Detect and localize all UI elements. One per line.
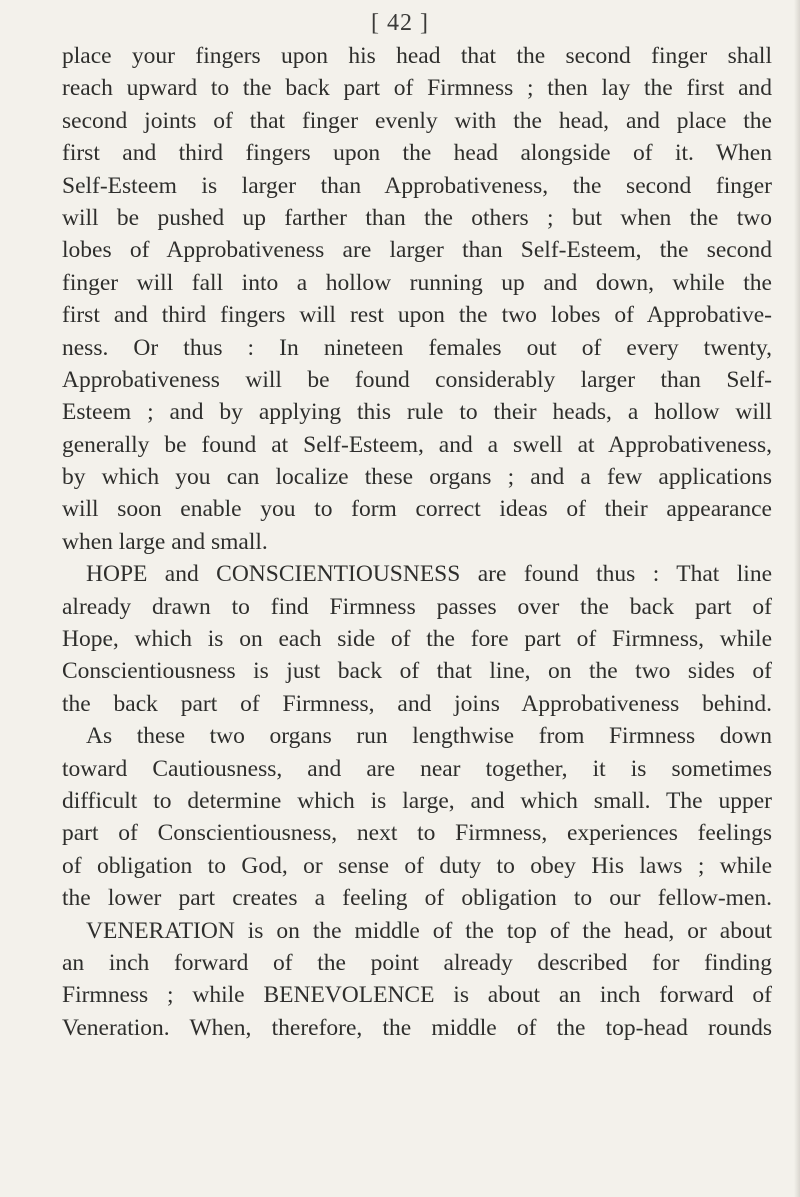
page-number: [ 42 ] <box>371 10 429 36</box>
text-line: by which you can localize these organs ; and a few applications <box>62 464 772 491</box>
text-line: will soon enable you to form correct ideas of their appearance <box>62 496 772 523</box>
text-line: toward Cautiousness, and are near together, it is sometimes <box>62 755 772 782</box>
text-line: first and third fingers upon the head alongside of it. When <box>62 140 772 167</box>
text-line: the lower part creates a feeling of obligation to our fellow-men. <box>62 885 772 912</box>
text-line: finger will fall into a hollow running up and down, while the <box>62 269 772 296</box>
text-line: will be pushed up farther than the others ; but when the two <box>62 204 772 231</box>
text-line: difficult to determine which is large, and which small. The upper <box>62 787 772 814</box>
text-line: VENERATION is on the middle of the top of the head, or about <box>86 917 772 944</box>
text-line: of obligation to God, or sense of duty to obey His laws ; while <box>62 852 772 879</box>
text-line: As these two organs run lengthwise from Firmness down <box>86 723 772 750</box>
text-line: ness. Or thus : In nineteen females out of every twenty, <box>62 334 772 361</box>
text-line: HOPE and CONSCIENTIOUSNESS are found thus : That line <box>86 561 772 588</box>
page-edge-shadow <box>794 0 800 1197</box>
text-line: Self-Esteem is larger than Approbativeness, the second finger <box>62 172 772 199</box>
text-line: Approbativeness will be found considerably larger than Self- <box>62 366 772 393</box>
text-line: Hope, which is on each side of the fore part of Firmness, while <box>62 626 772 653</box>
text-line: generally be found at Self-Esteem, and a swell at Approbativeness, <box>62 431 772 458</box>
text-line: already drawn to find Firmness passes over the back part of <box>62 593 772 620</box>
text-line: Esteem ; and by applying this rule to their heads, a hollow will <box>62 399 772 426</box>
text-line: when large and small. <box>62 528 268 555</box>
text-line: part of Conscientiousness, next to Firmness, experiences feelings <box>62 820 772 847</box>
text-line: the back part of Firmness, and joins Approbativeness behind. <box>62 690 772 717</box>
text-line: Conscientiousness is just back of that line, on the two sides of <box>62 658 772 685</box>
text-line: lobes of Approbativeness are larger than Self-Esteem, the second <box>62 237 772 264</box>
text-line: Firmness ; while BENEVOLENCE is about an inch forward of <box>62 982 772 1009</box>
text-line: Veneration. When, therefore, the middle of the top-head rounds <box>62 1014 772 1041</box>
text-line: place your fingers upon his head that the second finger shall <box>62 43 772 69</box>
text-line: reach upward to the back part of Firmness ; then lay the first and <box>62 75 772 102</box>
text-line: an inch forward of the point already described for finding <box>62 949 772 976</box>
text-line: first and third fingers will rest upon the two lobes of Approbative- <box>62 302 772 329</box>
text-line: second joints of that finger evenly with the head, and place the <box>62 107 772 134</box>
body-text <box>62 40 772 1044</box>
